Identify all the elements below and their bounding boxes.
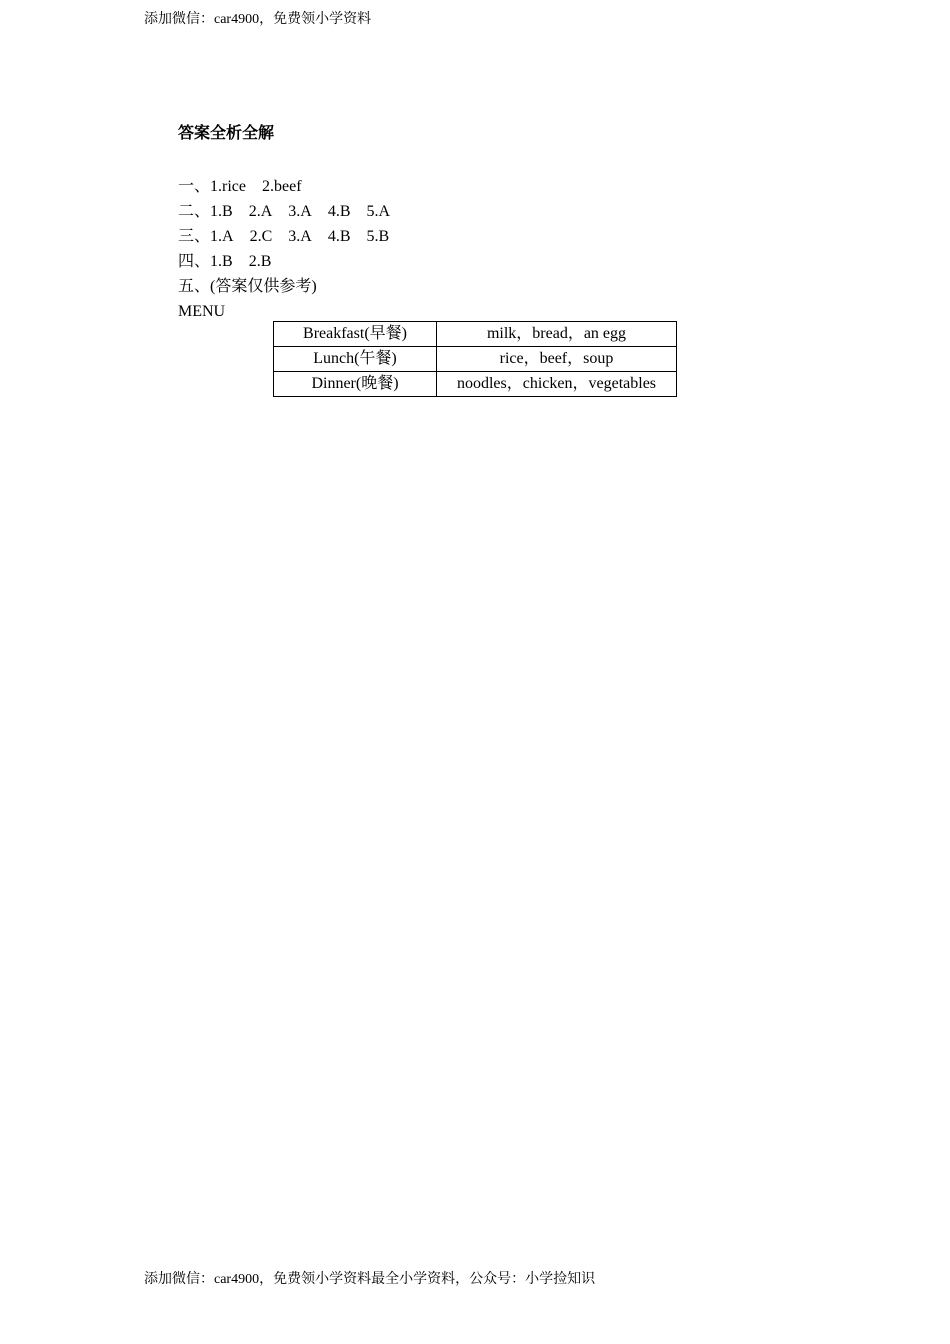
menu-label: MENU xyxy=(178,303,226,320)
page-title: 答案全析全解 xyxy=(178,125,275,142)
menu-table xyxy=(273,321,677,397)
answer-section-3 xyxy=(178,224,390,249)
answer-section-1 xyxy=(178,174,390,199)
section-prefix: 五、 xyxy=(178,278,211,295)
answer-item: 4.B xyxy=(327,203,351,220)
answer-item: (答案仅供参考) xyxy=(210,278,317,295)
answer-item: 5.B xyxy=(366,228,390,245)
header-note: 添加微信：car4900，免费领小学资料 xyxy=(144,12,372,27)
answer-item: 1.A xyxy=(210,228,234,245)
answer-section-5 xyxy=(178,274,390,299)
section-prefix: 四、 xyxy=(178,253,211,270)
food-cell: noodles，chicken，vegetables xyxy=(437,372,677,397)
table-row xyxy=(274,347,677,372)
meal-cell: Breakfast(早餐) xyxy=(274,322,437,347)
meal-cell: Lunch(午餐) xyxy=(274,347,437,372)
section-prefix: 二、 xyxy=(178,203,211,220)
food-cell: milk，bread，an egg xyxy=(437,322,677,347)
answer-item: 1.rice xyxy=(210,178,246,195)
answer-item: 2.beef xyxy=(262,178,302,195)
answer-item: 3.A xyxy=(288,228,312,245)
answer-item: 5.A xyxy=(366,203,391,220)
answer-item: 4.B xyxy=(327,228,351,245)
answer-section-2 xyxy=(178,199,390,224)
footer-note: 添加微信：car4900，免费领小学资料最全小学资料，公众号：小学捡知识 xyxy=(144,1272,596,1287)
table-row xyxy=(274,322,677,347)
answer-item: 1.B xyxy=(210,253,233,270)
food-cell: rice，beef，soup xyxy=(437,347,677,372)
meal-cell: Dinner(晚餐) xyxy=(274,372,437,397)
section-prefix: 三、 xyxy=(178,228,211,245)
section-prefix: 一、 xyxy=(178,178,211,195)
answer-list xyxy=(178,174,390,324)
answer-section-4 xyxy=(178,249,390,274)
answer-item: 3.A xyxy=(288,203,312,220)
table-row xyxy=(274,372,677,397)
answer-item: 2.B xyxy=(248,253,272,270)
answer-item: 2.C xyxy=(249,228,273,245)
answer-item: 2.A xyxy=(248,203,273,220)
answer-item: 1.B xyxy=(210,203,233,220)
